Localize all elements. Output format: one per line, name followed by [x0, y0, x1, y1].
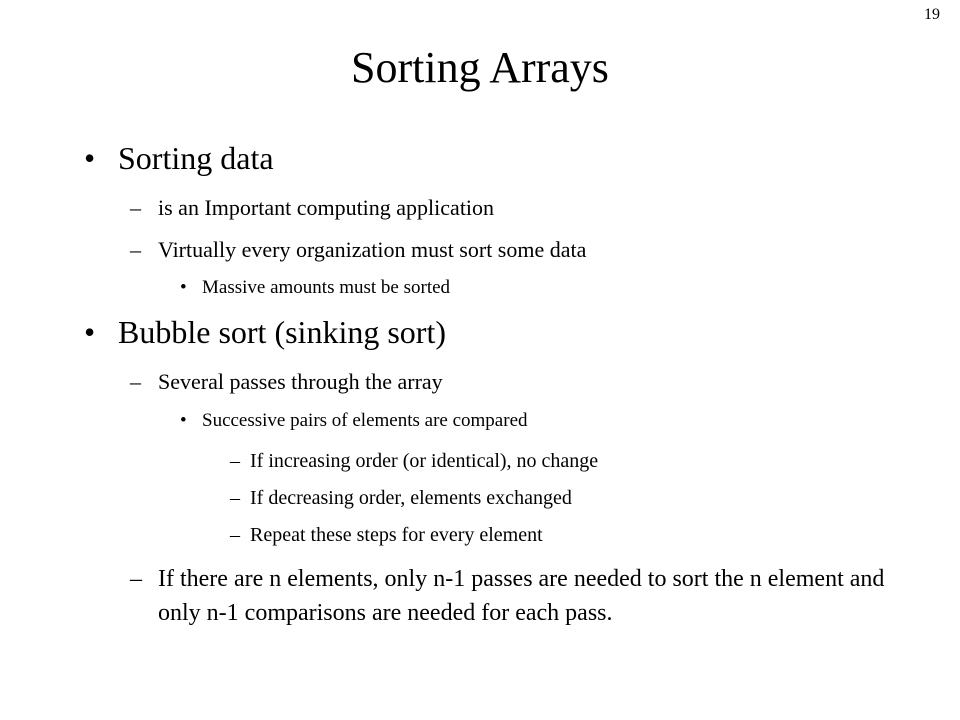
sub-item-virtually-every: Virtually every organization must sort some data — [158, 237, 587, 262]
dash-marker: – — [130, 369, 141, 394]
slide-title: Sorting Arrays — [351, 43, 609, 92]
dash-marker: – — [230, 487, 240, 509]
note-n-minus-one: If there are n elements, only n-1 passes are needed to sort the n element and only n-1 comparisons are needed for each pass. — [158, 566, 885, 626]
dash-marker: – — [230, 450, 240, 472]
bullet-marker: • — [180, 277, 187, 298]
bullet-marker: • — [84, 140, 96, 176]
dash-marker: – — [130, 237, 141, 262]
subsub-item-successive-pairs: Successive pairs of elements are compared — [202, 410, 528, 431]
step-increasing-order: If increasing order (or identical), no change — [250, 450, 599, 472]
step-repeat: Repeat these steps for every element — [250, 524, 543, 546]
bullet-bubble-sort: Bubble sort (sinking sort) — [118, 314, 446, 350]
subsub-item-massive-amounts: Massive amounts must be sorted — [202, 277, 451, 298]
slide-number: 19 — [924, 6, 940, 23]
dash-marker: – — [230, 524, 240, 546]
step-decreasing-order: If decreasing order, elements exchanged — [250, 487, 572, 509]
sub-item-important: is an Important computing application — [158, 195, 495, 220]
dash-marker: – — [130, 566, 142, 592]
sub-item-several-passes: Several passes through the array — [158, 369, 443, 394]
bullet-marker: • — [180, 410, 187, 431]
dash-marker: – — [130, 195, 141, 220]
bullet-sorting-data: Sorting data — [118, 140, 274, 176]
bullet-marker: • — [84, 314, 96, 350]
